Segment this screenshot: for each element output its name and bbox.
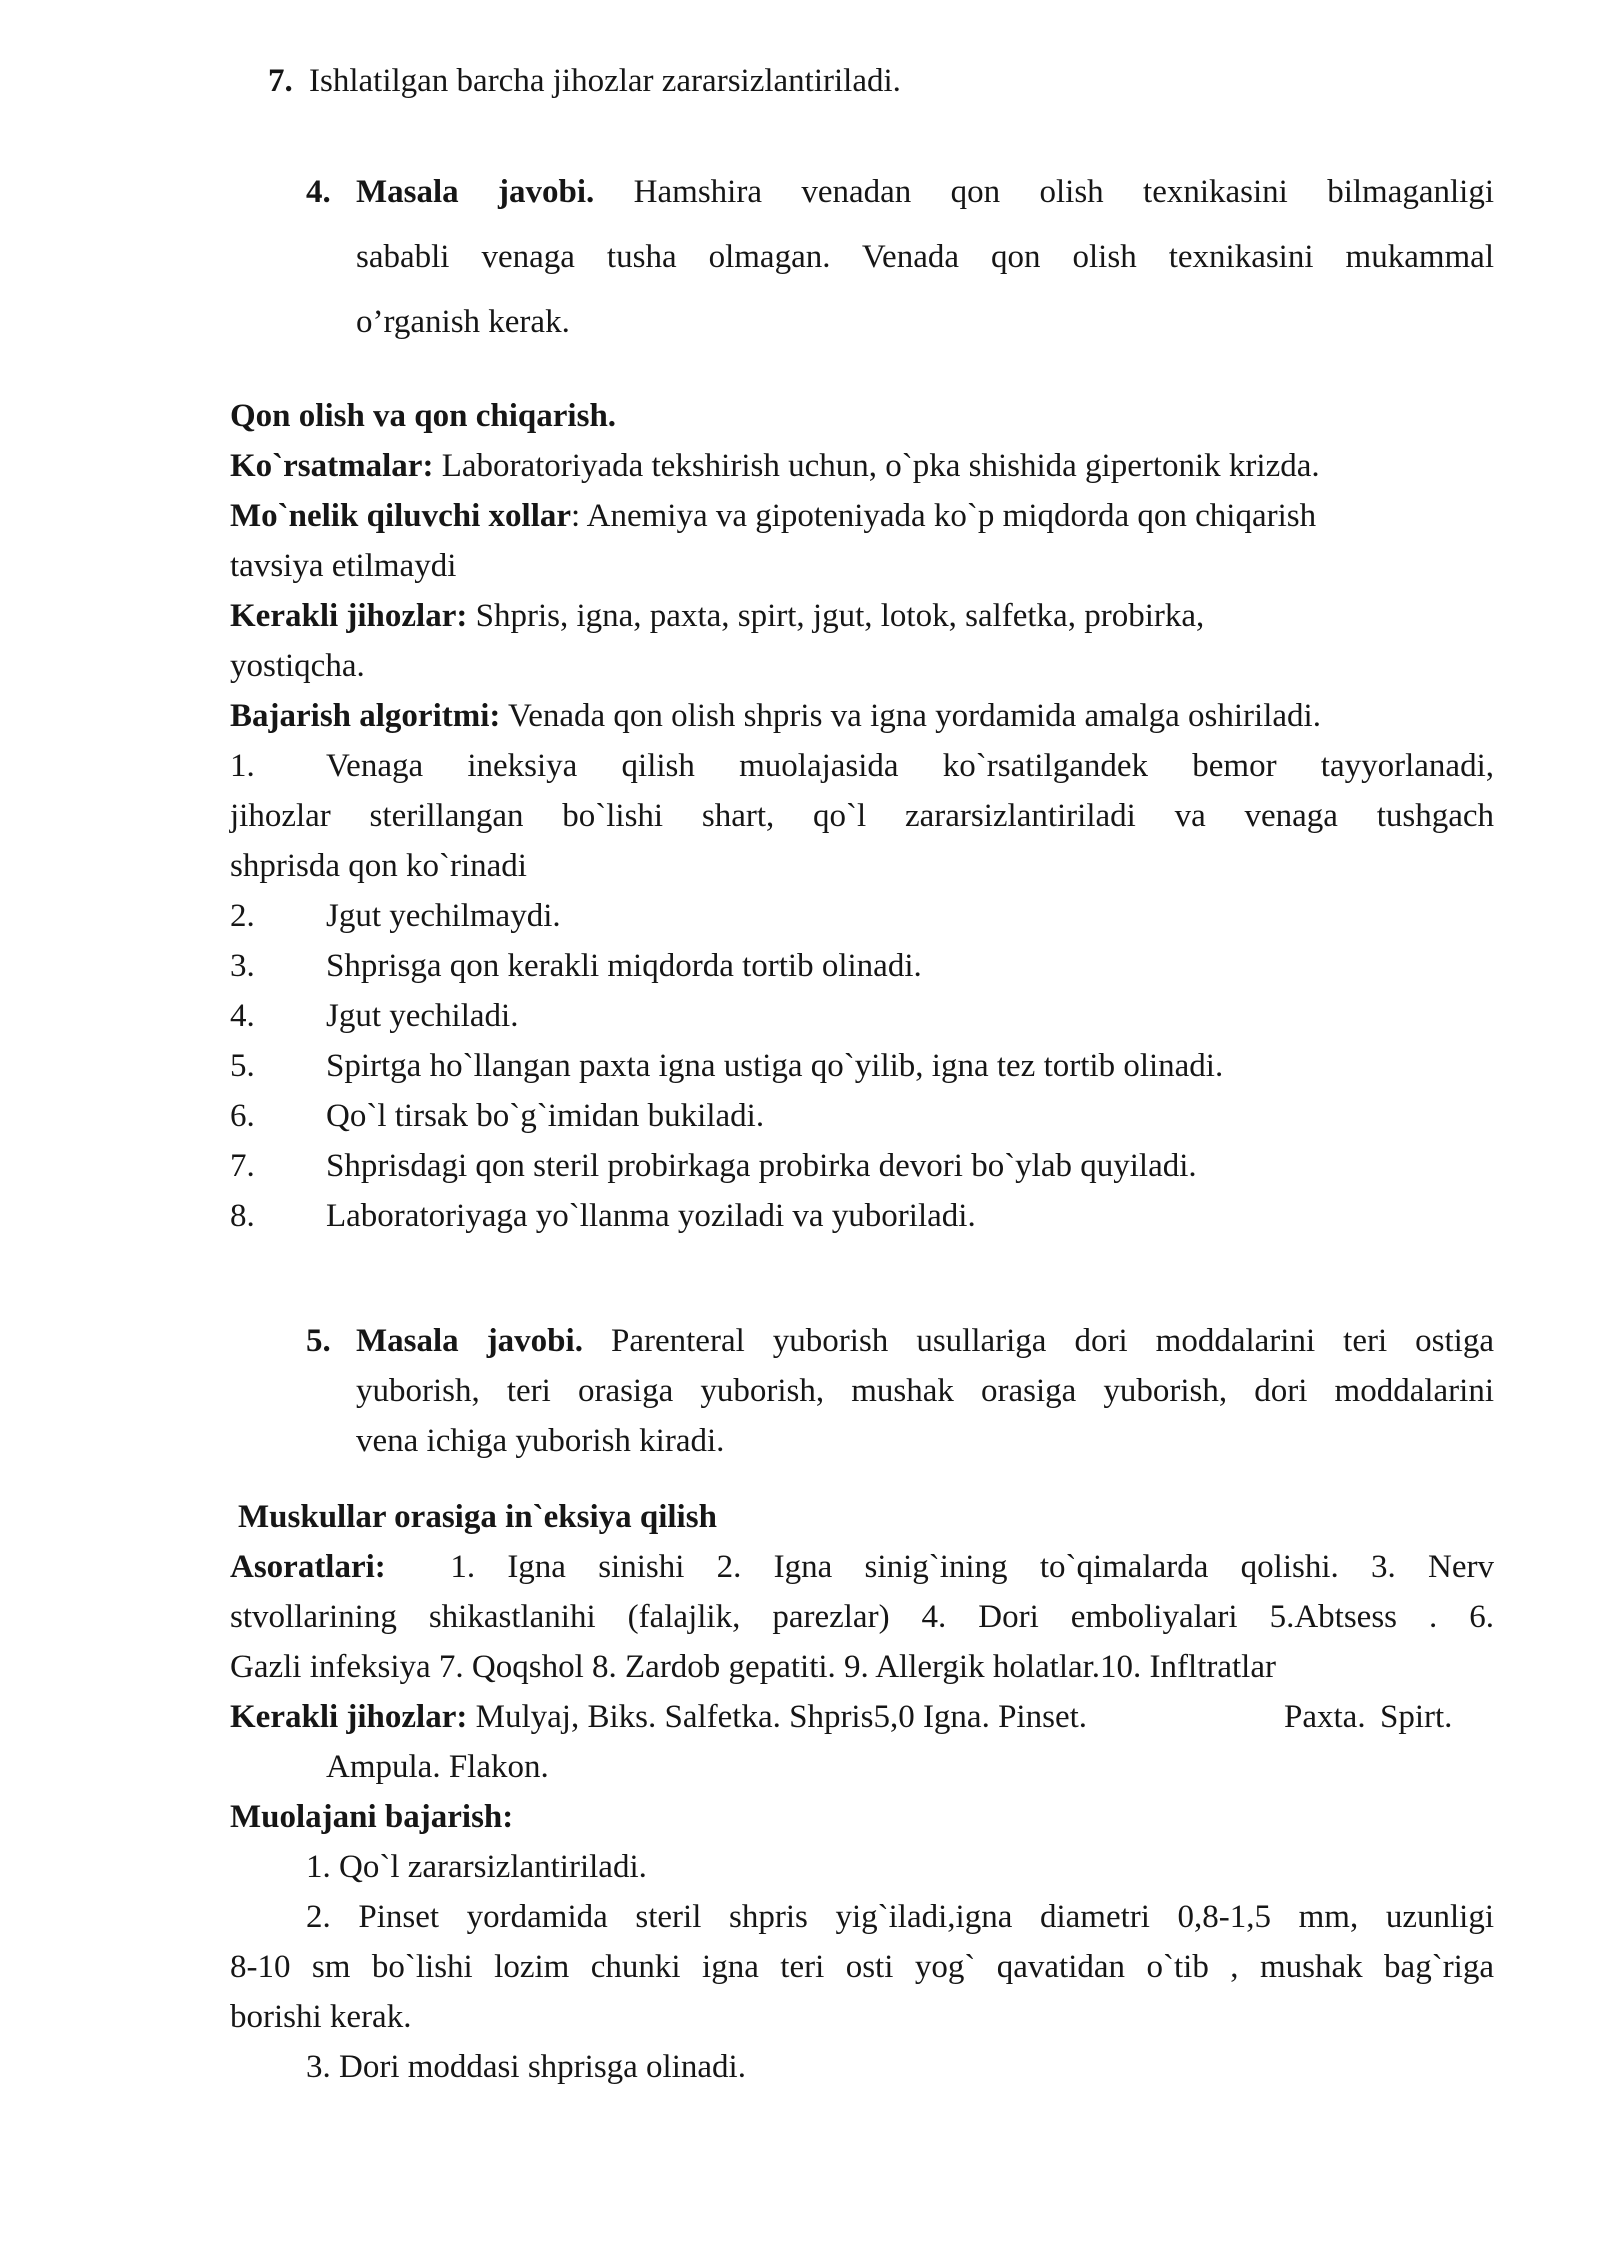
step-number: 8. [230,1198,255,1234]
step-number: 2. [230,898,255,934]
contraindications-line: tavsiya etilmaydi [230,548,457,584]
complications-line: Gazli infeksiya 7. Qoqshol 8. Zardob gepatiti. 9. Allergik holatlar.10. Infltratlar [230,1649,1276,1685]
procedure-step: 2. Pinset yordamida steril shpris yig`iladi,igna diametri 0,8-1,5 mm, uzunligi [306,1899,1494,1935]
step-text: Laboratoriyaga yo`llanma yoziladi va yuboriladi. [326,1198,976,1234]
step-text: shprisda qon ko`rinadi [230,848,527,884]
equipment-line: Spirt. [1380,1699,1453,1735]
equipment-line: Paxta. [1284,1699,1366,1735]
step-text: Jgut yechilmaydi. [326,898,561,934]
equipment-line: Kerakli jihozlar: Shpris, igna, paxta, spirt, jgut, lotok, salfetka, probirka, [230,598,1205,634]
indications-line: Ko`rsatmalar: Laboratoriyada tekshirish uchun, o`pka shishida gipertonik krizda. [230,448,1320,484]
answer-line: o’rganish kerak. [356,304,570,340]
step-text: Qo`l tirsak bo`g`imidan bukiladi. [326,1098,765,1134]
item-text: Ishlatilgan barcha jihozlar zararsizlantiriladi. [309,63,901,99]
algorithm-line: Bajarish algoritmi: Venada qon olish shpris va igna yordamida amalga oshiriladi. [230,698,1321,734]
step-text: Shprisga qon kerakli miqdorda tortib olinadi. [326,948,922,984]
answer-heading: Masala javobi. [356,1323,583,1359]
step-text: jihozlar sterillangan bo`lishi shart, qo`l zararsizlantiriladi va venaga tushgach [230,798,1494,834]
section-title: Muskullar orasiga in`eksiya qilish [238,1499,717,1535]
equipment-line: Kerakli jihozlar: Mulyaj, Biks. Salfetka. Shpris5,0 Igna. Pinset. [230,1699,1088,1735]
complications-line: stvollarining shikastlanihi (falajlik, parezlar) 4. Dori emboliyalari 5.Abtsess . 6. [230,1599,1494,1635]
answer-line: vena ichiga yuborish kiradi. [356,1423,725,1459]
step-number: 7. [230,1148,255,1184]
answer-line: sababli venaga tusha olmagan. Venada qon olish texnikasini mukammal [356,239,1494,275]
procedure-step: 8-10 sm bo`lishi lozim chunki igna teri osti yog` qavatidan o`tib , mushak bag`riga [230,1949,1494,1985]
procedure-title: Muolajani bajarish: [230,1799,514,1835]
step-number: 6. [230,1098,255,1134]
step-number: 1. [230,748,255,784]
section-title: Qon olish va qon chiqarish. [230,398,617,434]
procedure-step: 1. Qo`l zararsizlantiriladi. [306,1849,647,1885]
procedure-step: borishi kerak. [230,1999,412,2035]
complications-line: Asoratlari: 1. Igna sinishi 2. Igna sinig`ining to`qimalarda qolishi. 3. Nerv [230,1549,1494,1585]
equipment-line: yostiqcha. [230,648,365,684]
answer-line: Masala javobi. Parenteral yuborish usullariga dori moddalarini teri ostiga [356,1323,1495,1359]
step-number: 3. [230,948,255,984]
answer-line: Masala javobi. Hamshira venadan qon olish texnikasini bilmaganligi [356,174,1495,210]
step-text: Venaga ineksiya qilish muolajasida ko`rsatilgandek bemor tayyorlanadi, [326,748,1494,784]
answer-line: yuborish, teri orasiga yuborish, mushak orasiga yuborish, dori moddalarini [356,1373,1494,1409]
answer-number: 4. [306,174,331,210]
contraindications-line: Mo`nelik qiluvchi xollar: Anemiya va gipoteniyada ko`p miqdorda qon chiqarish [230,498,1317,534]
answer-number: 5. [306,1323,331,1359]
procedure-step: 3. Dori moddasi shprisga olinadi. [306,2049,746,2085]
step-number: 5. [230,1048,255,1084]
step-text: Shprisdagi qon steril probirkaga probirka devori bo`ylab quyiladi. [326,1148,1197,1184]
item-number: 7. [268,63,293,99]
answer-heading: Masala javobi. [356,174,595,210]
step-number: 4. [230,998,255,1034]
step-text: Spirtga ho`llangan paxta igna ustiga qo`yilib, igna tez tortib olinadi. [326,1048,1224,1084]
list-item [268,56,901,106]
step-text: Jgut yechiladi. [326,998,519,1034]
equipment-line: Ampula. Flakon. [326,1749,549,1785]
